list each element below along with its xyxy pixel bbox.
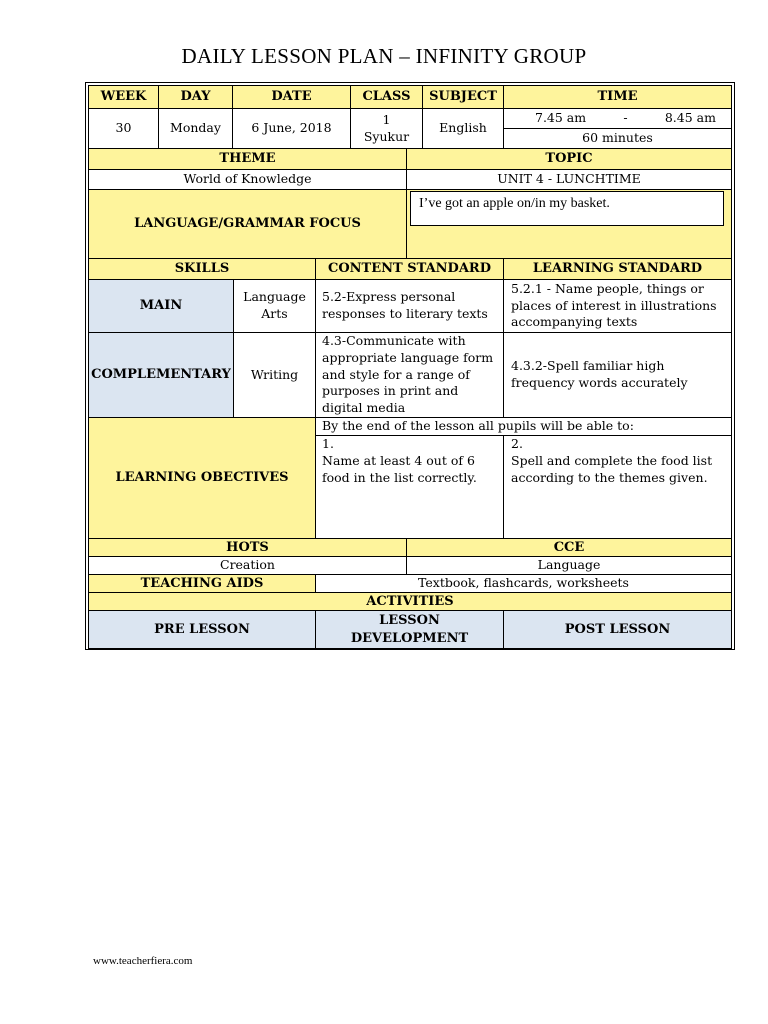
footer-url: www.teacherfiera.com [93,955,193,967]
objectives-intro: By the end of the lesson all pupils will be able to: [315,417,732,436]
post-lesson-header: POST LESSON [503,610,732,649]
time-header: TIME [503,85,732,109]
teaching-aids-value: Textbook, flashcards, worksheets [315,574,732,593]
learning-objectives-label: LEARNING OBECTIVES [88,417,316,539]
time-start: 7.45 am [535,110,587,126]
subject-value: English [422,108,504,149]
week-value: 30 [88,108,159,149]
topic-value: UNIT 4 - LUNCHTIME [406,169,732,190]
complementary-learning-standard: 4.3.2-Spell familiar high frequency words accurately [503,332,732,418]
complementary-content-standard: 4.3-Communicate with appropriate language form and style for a range of purposes in print and digital media [315,332,504,418]
activities-header: ACTIVITIES [88,592,732,611]
cce-value: Language [406,556,732,575]
learning-standard-header: LEARNING STANDARD [503,258,732,280]
time-duration: 60 minutes [503,128,732,149]
time-range [503,108,732,129]
main-learning-standard: 5.2.1 - Name people, things or places of interest in illustrations accompanying texts [503,279,732,333]
objective-1-number: 1. [322,436,334,451]
subject-header: SUBJECT [422,85,504,109]
date-value: 6 June, 2018 [232,108,351,149]
class-header: CLASS [350,85,423,109]
skills-header: SKILLS [88,258,316,280]
objective-1-text: Name at least 4 out of 6 food in the list correctly. [322,452,477,485]
class-value [350,108,423,149]
class-number: 1 [382,111,391,127]
theme-header: THEME [88,148,407,170]
pre-lesson-header: PRE LESSON [88,610,316,649]
day-value: Monday [158,108,233,149]
main-skill: Language Arts [233,279,316,333]
objective-2-number: 2. [511,436,523,451]
main-content-standard: 5.2-Express personal responses to literary texts [315,279,504,333]
hots-header: HOTS [88,538,407,557]
hots-value: Creation [88,556,407,575]
date-header: DATE [232,85,351,109]
complementary-label: COMPLEMENTARY [88,332,234,418]
time-separator: - [623,110,628,126]
complementary-skill: Writing [233,332,316,418]
objective-2 [503,435,732,539]
day-header: DAY [158,85,233,109]
cce-header: CCE [406,538,732,557]
grammar-focus-label: LANGUAGE/GRAMMAR FOCUS [88,189,407,259]
teaching-aids-label: TEACHING AIDS [88,574,316,593]
class-name: Syukur [363,128,410,144]
page-title: DAILY LESSON PLAN – INFINITY GROUP [181,44,587,68]
week-header: WEEK [88,85,159,109]
topic-header: TOPIC [406,148,732,170]
lesson-development-header: LESSON DEVELOPMENT [315,610,504,649]
main-label: MAIN [88,279,234,333]
content-standard-header: CONTENT STANDARD [315,258,504,280]
grammar-focus-textbox: I’ve got an apple on/in my basket. [410,191,724,226]
theme-value: World of Knowledge [88,169,407,190]
objective-1 [315,435,504,539]
objective-2-text: Spell and complete the food list according to the themes given. [511,452,713,485]
time-end: 8.45 am [664,110,716,126]
